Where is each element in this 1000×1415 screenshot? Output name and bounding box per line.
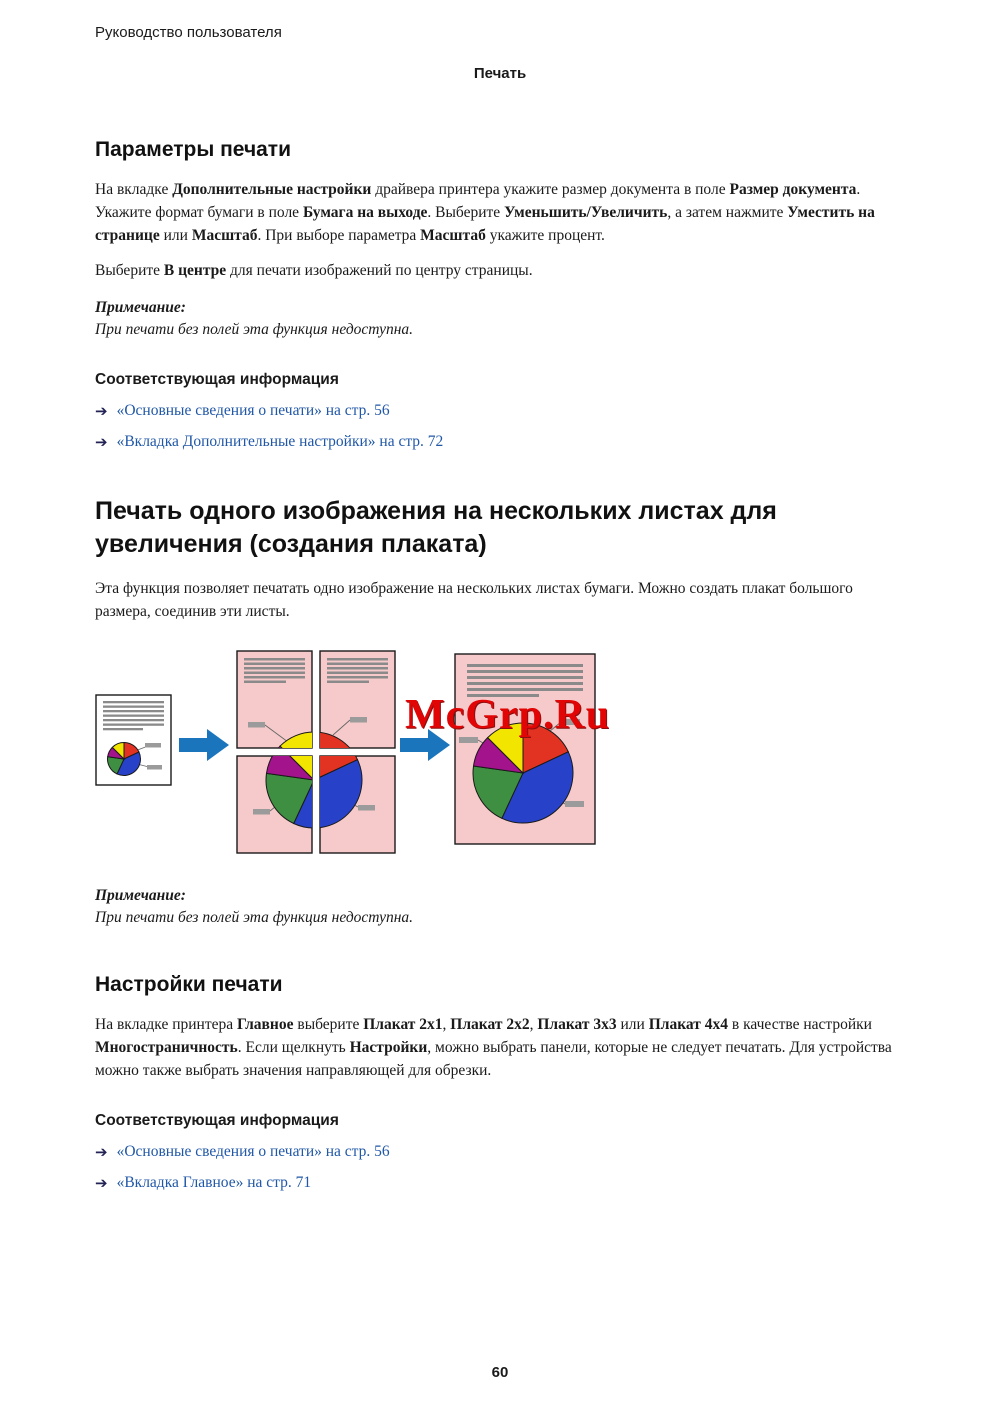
chapter-title: Печать: [473, 65, 527, 82]
related-link-main-tab-p71[interactable]: «Вкладка Главное» на стр. 71: [116, 1174, 312, 1191]
link-arrow-icon: ➔: [95, 432, 108, 451]
related-info-title: Соответствующая информация: [95, 371, 339, 388]
section-print-settings: [95, 973, 905, 1192]
paragraph: Выберите В центре для печати изображений по центру страницы.: [95, 262, 533, 279]
section-title-poster: Печать одного изображения на нескольких листах для увеличения (создания плаката): [95, 497, 777, 558]
related-link-basics-p56[interactable]: «Основные сведения о печати» на стр. 56: [116, 1143, 390, 1160]
link-arrow-icon: ➔: [95, 1142, 108, 1161]
related-info: [95, 371, 905, 451]
note-label: Примечание:: [95, 887, 186, 904]
related-link-row: [95, 433, 905, 451]
related-info-title: Соответствующая информация: [95, 1112, 339, 1129]
poster-printing-diagram: [95, 649, 655, 863]
note-text: При печати без полей эта функция недоступна.: [95, 909, 414, 926]
enlarged-poster-page-graphic: [455, 654, 595, 844]
poster-2x2-pages-graphic: [237, 651, 395, 853]
related-link-row: [95, 1143, 905, 1161]
note-label: Примечание:: [95, 299, 186, 316]
related-link-row: [95, 1174, 905, 1192]
note-block: [95, 885, 905, 929]
page-number: 60: [491, 1364, 509, 1381]
watermark: McGrp.Ru: [405, 692, 611, 738]
paragraph: Эта функция позволяет печатать одно изображение на нескольких листах бумаги. Можно создать плакат большого размера, соединив эти листы.: [95, 580, 853, 620]
arrow-right-icon: [179, 729, 229, 761]
related-link-basics-p56[interactable]: «Основные сведения о печати» на стр. 56: [116, 402, 390, 419]
poster-printing-illustration: [95, 649, 735, 863]
related-link-row: [95, 402, 905, 420]
link-arrow-icon: ➔: [95, 401, 108, 420]
section-title-print-options: Параметры печати: [95, 138, 292, 161]
related-link-more-options-p72[interactable]: «Вкладка Дополнительные настройки» на стр. 72: [116, 433, 444, 450]
note-text: При печати без полей эта функция недоступна.: [95, 321, 414, 338]
original-page-graphic: [96, 695, 171, 785]
related-info: [95, 1112, 905, 1192]
paragraph: На вкладке Дополнительные настройки драйвера принтера укажите размер документа в поле Размер документа. Укажите формат бумаги в поле Бумага на выходе. Выберите Уменьшить/Увеличить, а затем нажмите Уместить на странице или Масштаб. При выборе параметра Масштаб укажите процент.: [95, 181, 875, 244]
note-block: [95, 297, 905, 341]
section-title-print-settings: Настройки печати: [95, 973, 283, 996]
section-print-options: [95, 138, 905, 451]
doc-title: Руководство пользователя: [95, 24, 282, 41]
link-arrow-icon: ➔: [95, 1173, 108, 1192]
section-poster-printing: [95, 495, 905, 929]
paragraph: На вкладке принтера Главное выберите Плакат 2x1, Плакат 2x2, Плакат 3x3 или Плакат 4x4 в качестве настройки Многостраничность. Если щелкнуть Настройки, можно выбрать панели, которые не следует печатать. Для устройства можно также выбрать значения направляющей для обрезки.: [95, 1016, 892, 1079]
